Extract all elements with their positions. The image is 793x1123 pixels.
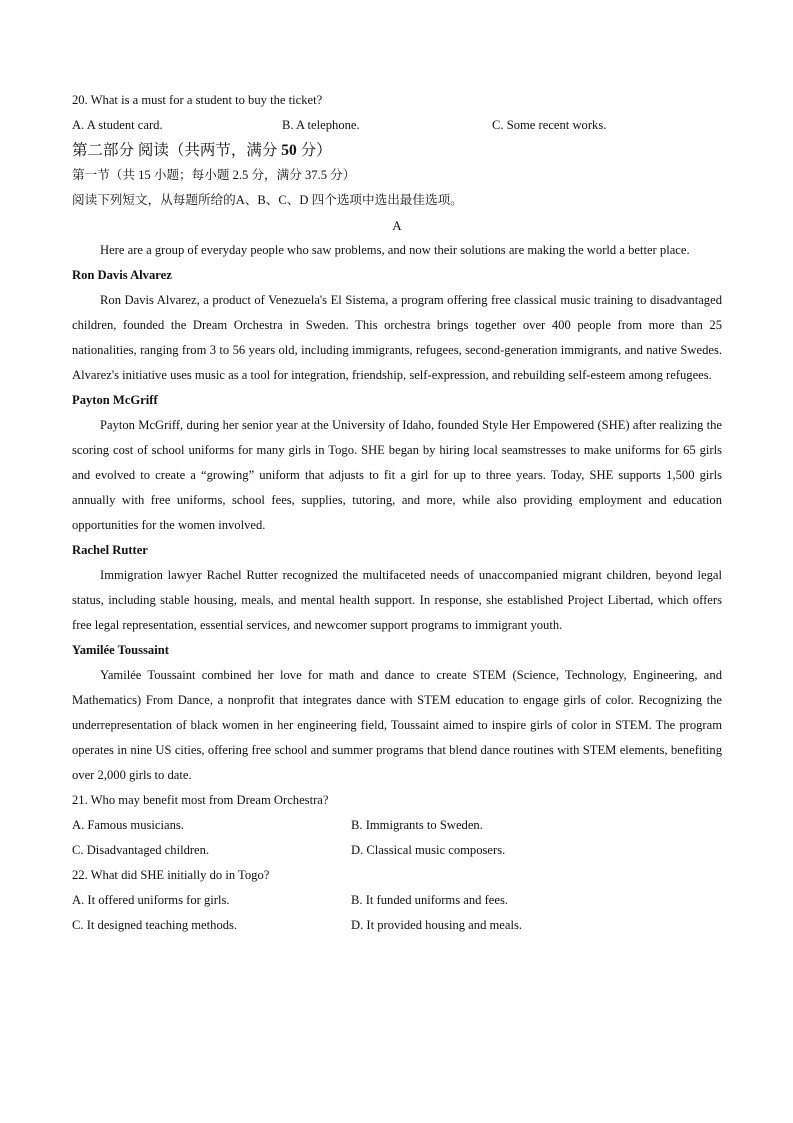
question-21-stem: 21. Who may benefit most from Dream Orchestra?: [72, 793, 329, 807]
question-22-options-row2: [72, 913, 722, 938]
option-20b: B. A telephone.: [282, 118, 360, 132]
option-22c: C. It designed teaching methods.: [72, 918, 238, 932]
question-20-options: [72, 113, 722, 138]
part-two-title: 第二部分 阅读（共两节，满分 50 分）: [72, 142, 332, 159]
person-name-rutter: Rachel Rutter: [72, 543, 148, 557]
option-22b: B. It funded uniforms and fees.: [351, 893, 509, 907]
person-name-mcgriff: Payton McGriff: [72, 393, 158, 407]
question-22-stem: 22. What did SHE initially do in Togo?: [72, 868, 270, 882]
section-one-heading: 第一节（共 15 小题；每小题 2.5 分，满分 37.5 分）: [72, 168, 356, 182]
option-21d: D. Classical music composers.: [351, 843, 506, 857]
option-22d: D. It provided housing and meals.: [351, 918, 523, 932]
person-name-toussaint: Yamilée Toussaint: [72, 643, 169, 657]
question-20-stem: 20. What is a must for a student to buy the ticket?: [72, 93, 323, 107]
reading-instruction: 阅读下列短文，从每题所给的A、B、C、D 四个选项中选出最佳选项。: [72, 193, 463, 207]
passage-label: A: [392, 218, 402, 233]
person-text-rutter: Immigration lawyer Rachel Rutter recognized the multifaceted needs of unaccompanied migrant children, beyond legal status, including stable housing, meals, and mental health support. In response, she established Project Libertad, which offers free legal representation, essential services, and newcomer support programs to immigrant youth.: [72, 568, 722, 632]
option-21a: A. Famous musicians.: [72, 818, 184, 832]
person-text-alvarez: Ron Davis Alvarez, a product of Venezuela's El Sistema, a program offering free classical music training to disadvantaged children, founded the Dream Orchestra in Sweden. This orchestra brings together over 400 people from more than 25 nationalities, ranging from 3 to 56 years old, including immigrants, refugees, second-generation immigrants, and native Swedes. Alvarez's initiative uses music as a tool for integration, friendship, self-expression, and rebuilding self-esteem among refugees.: [72, 293, 722, 382]
option-20c: C. Some recent works.: [492, 118, 607, 132]
option-20a: A. A student card.: [72, 118, 163, 132]
person-text-toussaint: Yamilée Toussaint combined her love for math and dance to create STEM (Science, Technology, Engineering, and Mathematics) From Dance, a nonprofit that integrates dance with STEM education to engage girls of color. Recognizing the underrepresentation of black women in her engineering field, Toussaint aimed to inspire girls of color in STEM. The program operates in nine US cities, offering free school and summer programs that blend dance routines with STEM elements, benefiting over 2,000 girls to date.: [72, 668, 722, 782]
question-21-options-row2: [72, 838, 722, 863]
option-22a: A. It offered uniforms for girls.: [72, 893, 230, 907]
option-21b: B. Immigrants to Sweden.: [351, 818, 483, 832]
exam-page: [72, 88, 722, 938]
passage-intro: Here are a group of everyday people who saw problems, and now their solutions are making the world a better place.: [100, 243, 690, 257]
option-21c: C. Disadvantaged children.: [72, 843, 210, 857]
question-21-options-row1: [72, 813, 722, 838]
person-text-mcgriff: Payton McGriff, during her senior year at the University of Idaho, founded Style Her Empowered (SHE) after realizing the scoring cost of school uniforms for many girls in Togo. SHE began by hiring local seamstresses to make uniforms for 65 girls and evolved to create a “growing” uniform that adjusts to fit a girl for up to three years. Today, SHE supports 1,500 girls annually with free uniforms, school fees, supplies, tutoring, and more, while also providing employment and education opportunities for the women involved.: [72, 418, 722, 532]
person-name-alvarez: Ron Davis Alvarez: [72, 268, 172, 282]
question-22-options-row1: [72, 888, 722, 913]
